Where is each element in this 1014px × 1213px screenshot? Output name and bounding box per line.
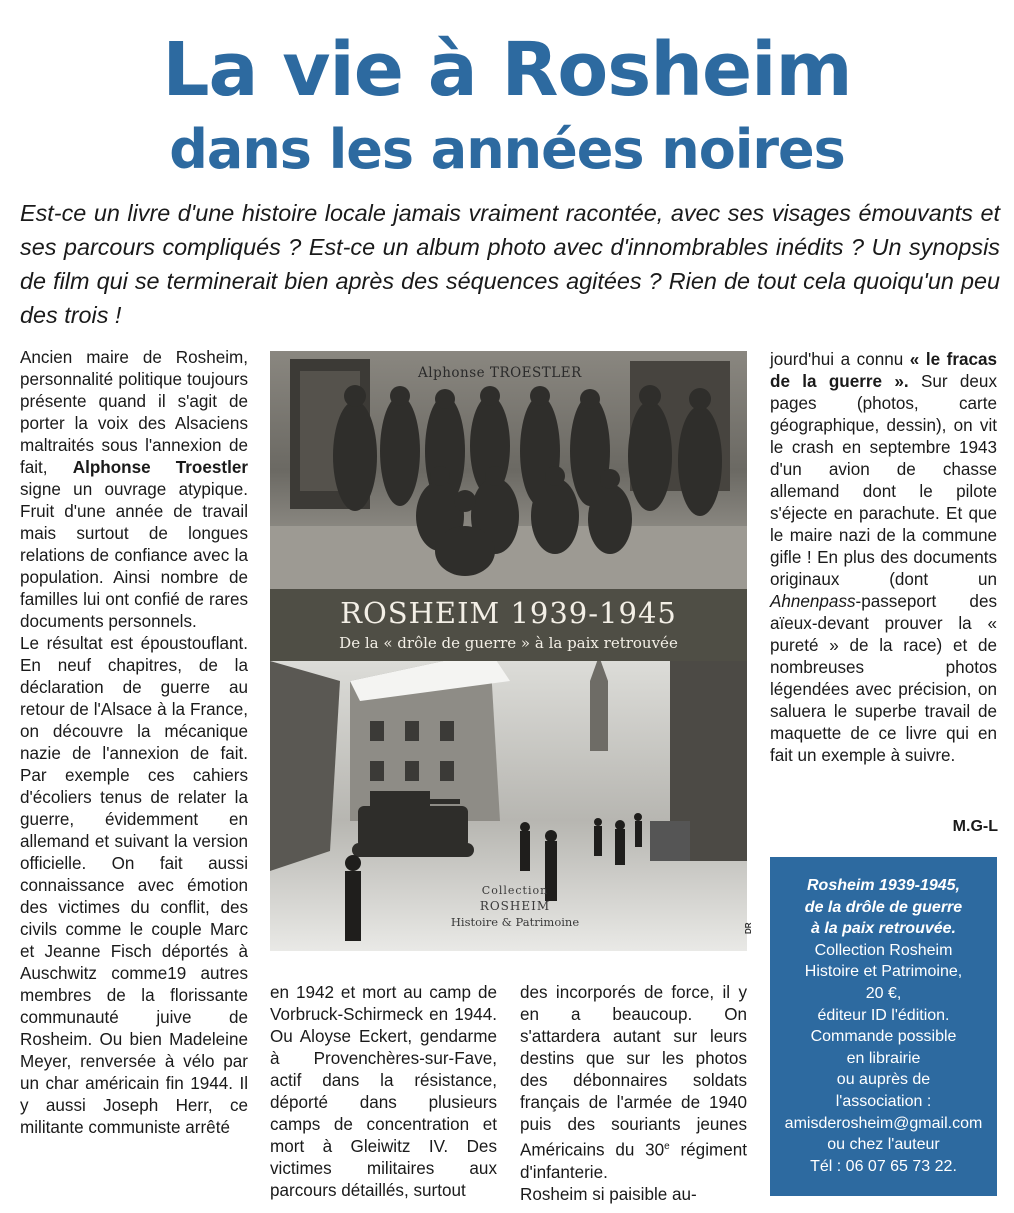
info-line: Histoire et Patrimoine, [804,963,963,981]
info-line: ou chez l'auteur [827,1136,940,1154]
article-column-3 [520,982,747,1206]
info-line: ou auprès de [836,1071,931,1089]
book-cover-image [270,351,747,951]
article-paragraph-4: des incorporés de force, il y en a beaucoup. On s'attardera autant sur leurs destins que sur les photos des débonnaires soldats français de l'armée de 1940 puis des souriants jeunes Américains du 30e régiment d'infanterie. [520,983,747,1182]
info-book-subtitle-2: à la paix retrouvée. [811,920,956,938]
info-line: en librairie [846,1049,921,1067]
author-signature: M.G-L [952,818,998,835]
cover-title: ROSHEIM 1939-1945 [340,596,677,630]
info-price: 20 €, [865,984,902,1002]
cover-author: Alphonse TROESTLER [418,365,582,381]
cover-title-band [270,589,747,661]
cover-collection-sub: Histoire & Patrimoine [450,915,580,929]
intro-paragraph: Est-ce un livre d'une histoire locale jamais vraiment racontée, avec ses visages émouvants et ses parcours compliqués ? Est-ce un album photo avec d'innombrables inédits ? Un synopsis de film qui se terminerait bien après des séquences agitées ? Rien de tout cela quoiqu'un peu des trois ! [20,200,1000,328]
book-info-box [770,857,997,1196]
info-book-title: Rosheim 1939-1945, [807,877,960,894]
headline-line-1: La vie à Rosheim [162,27,852,113]
article-paragraph-2: Le résultat est époustouflant. En neuf chapitres, de la déclaration de guerre au retour de l'Alsace à la France, on découvre la mécanique nazie de l'annexion de fait. Par exemple ces cahiers d'écoliers tenus de relater la guerre, évidemment en allemand et suivant la version officielle. On fait aussi connaissance avec émotion des victimes du conflit, des civils comme le couple Marc et Jeanne Fisch déportés à Auschwitz comme19 autres membres de la florissante communauté juive de Rosheim. Ou bien Madeleine Meyer, renversée à vélo par un char américain fin 1944. Il y aussi Joseph Herr, ce militante communiste arrêté [20,634,248,1137]
info-line: Collection Rosheim [814,941,953,959]
info-phone: Tél : 06 07 65 73 22. [810,1157,957,1175]
article-paragraph-6: jourd'hui a connu « le fracas de la guerre ». Sur deux pages (photos, carte géographique, dessin), on vit le crash en septembre 1943 d'un avion de chasse allemand dont le pilote s'éjecte en parachute. Et que le maire nazi de la commune gifle ! En plus des documents originaux (dont un Ahnenpass-passeport des aïeux-devant prouver la « pureté » de la race) et de nombreuses photos légendées avec précision, on saluera le superbe travail de maquette de ce livre qui en fait un exemple à suivre. [770,350,998,765]
info-line: Commande possible [810,1028,957,1046]
article-column-1 [20,347,248,1139]
info-book-subtitle-1: de la drôle de guerre [804,898,963,916]
article-column-2 [270,982,497,1202]
article-column-4 [770,349,997,767]
photo-credit: DR [744,922,753,934]
author-name: Alphonse Troestler [72,458,248,477]
info-publisher: éditeur ID l'édition. [817,1006,950,1024]
article-paragraph-1: Ancien maire de Rosheim, personnalité politique toujours présente quand il s'agit de porter la voix des Alsaciens maltraités sous l'annexion de fait, Alphonse Troestler signe un ouvrage atypique. Fruit d'une année de travail mais surtout de longues relations de confiance avec la population. Ainsi nombre de familles lui ont confié de rares documents personnels. [20,348,248,631]
info-line: l'association : [835,1092,932,1110]
article-paragraph-3: en 1942 et mort au camp de Vorbruck-Schirmeck en 1944. Ou Aloyse Eckert, gendarme à Provenchères-sur-Fave, actif dans la résistance, déporté dans plusieurs camps de concentration et mort à Gleiwitz IV. Des victimes militaires aux parcours détaillés, surtout [270,983,497,1200]
cover-collection-name: ROSHEIM [479,899,551,913]
headline-line-2: dans les années noires [169,118,845,181]
article-paragraph-5: Rosheim si paisible au- [520,1184,697,1204]
info-email: amisderosheim@gmail.com [784,1114,983,1132]
cover-collection-label: Collection [481,884,549,897]
cover-subtitle: De la « drôle de guerre » à la paix retrouvée [339,634,678,652]
